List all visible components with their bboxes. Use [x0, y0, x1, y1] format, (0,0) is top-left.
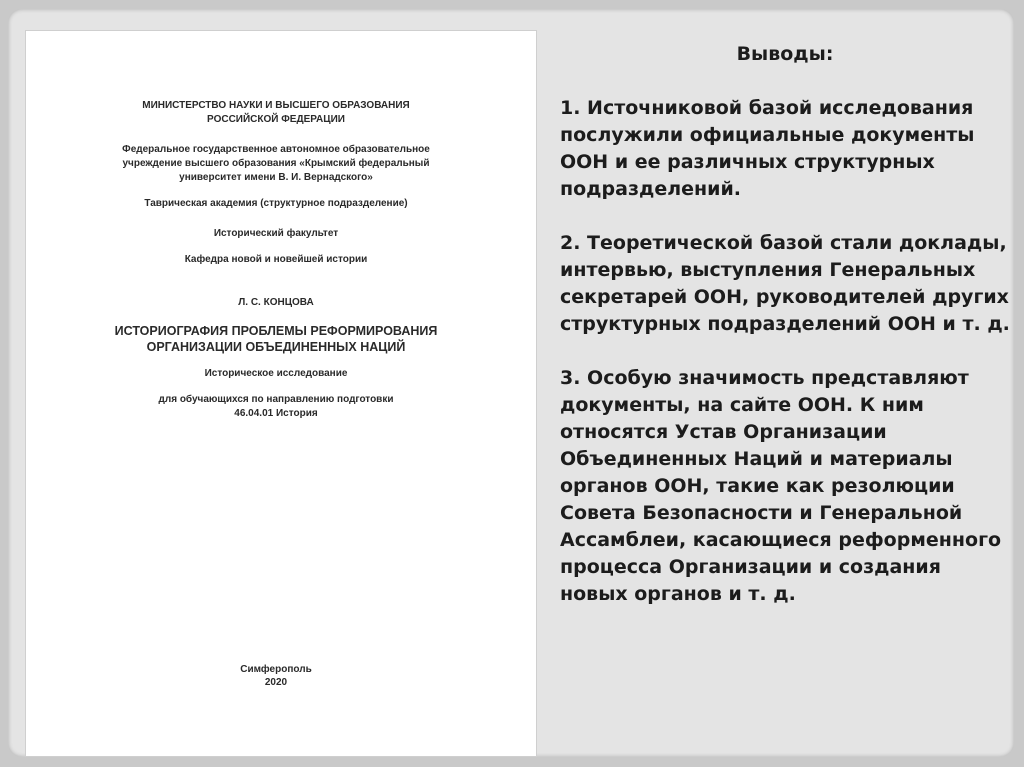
conclusions-text: [560, 41, 1010, 635]
doc-year: 2020: [264, 677, 288, 688]
conclusion-item-3: 3. Особую значимость представляют документы, на сайте ООН. К ним относятся Устав Организации Объединенных Наций и материалы органов ООН, такие как резолюции Совета Безопасности и Генеральной Ассамблеи, касающиеся реформенного процесса Организации и создания новых органов и т. д.: [560, 367, 1002, 605]
doc-ministry: МИНИСТЕРСТВО НАУКИ И ВЫСШЕГО ОБРАЗОВАНИЯ РОССИЙСКОЙ ФЕДЕРАЦИИ: [142, 100, 410, 125]
doc-institution: Федеральное государственное автономное образовательное учреждение высшего образования «Крымский федеральный университет имени В. И. Вернадского»: [122, 144, 430, 183]
slide: [8, 9, 1014, 757]
doc-genre: Историческое исследование: [204, 368, 348, 379]
conclusion-item-2: 2. Теоретической базой стали доклады, интервью, выступления Генеральных секретарей ООН, руководителей других структурных подразделений ООН и т. д.: [560, 232, 1010, 335]
doc-faculty: Исторический факультет: [213, 228, 339, 239]
doc-city: Симферополь: [240, 664, 312, 675]
conclusion-item-1: 1. Источниковой базой исследования послужили официальные документы ООН и ее различных структурных подразделений.: [560, 97, 975, 200]
doc-academy: Таврическая академия (структурное подразделение): [144, 198, 408, 209]
doc-audience: для обучающихся по направлению подготовки 46.04.01 История: [158, 394, 394, 419]
document-title-page: [25, 30, 537, 757]
doc-title: ИСТОРИОГРАФИЯ ПРОБЛЕМЫ РЕФОРМИРОВАНИЯ ОРГАНИЗАЦИИ ОБЪЕДИНЕННЫХ НАЦИЙ: [114, 324, 438, 354]
conclusions-heading: Выводы:: [736, 43, 834, 65]
doc-author: Л. С. КОНЦОВА: [238, 297, 314, 308]
doc-department: Кафедра новой и новейшей истории: [184, 254, 368, 265]
